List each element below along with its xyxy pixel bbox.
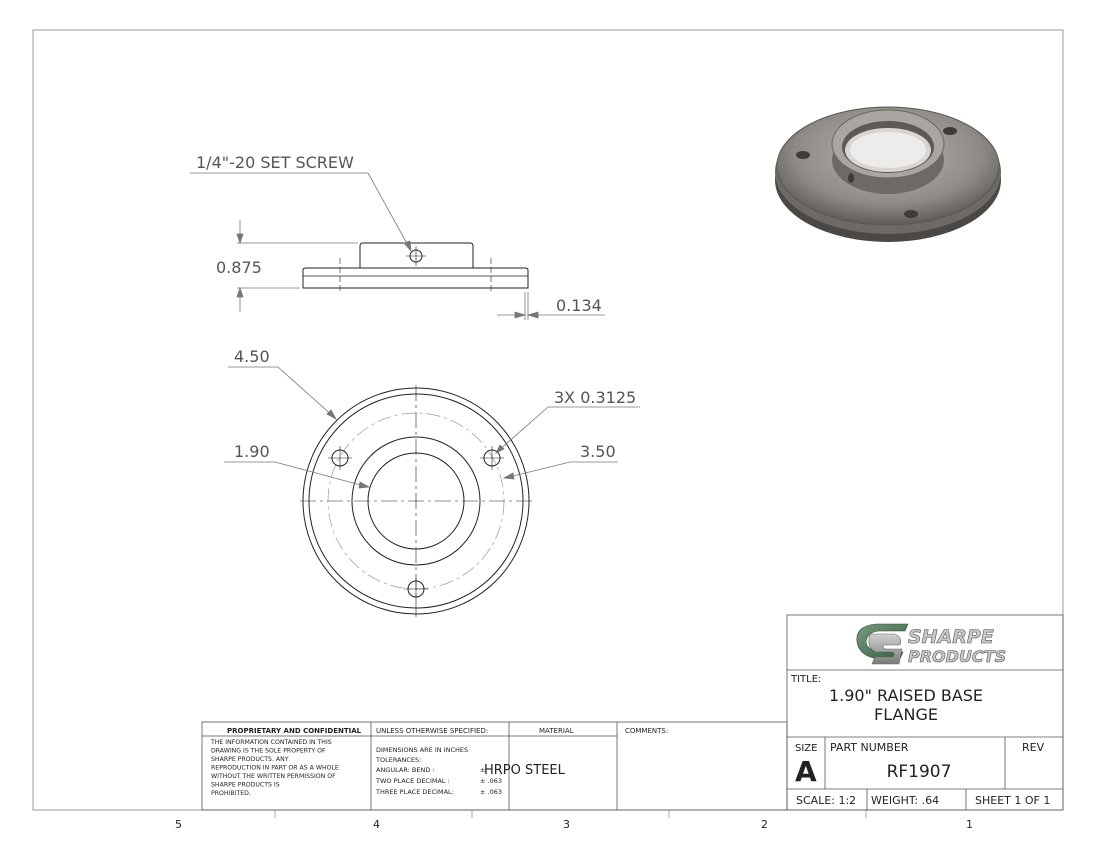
logo-line-2: PRODUCTS xyxy=(908,647,1007,666)
outer-diameter-dimension: 4.50 xyxy=(234,347,270,366)
bolt-hole xyxy=(404,577,428,601)
zone-label: 4 xyxy=(373,818,380,831)
proprietary-line: REPRODUCTION IN PART OR AS A WHOLE xyxy=(211,764,339,772)
title-line-1: 1.90" RAISED BASE xyxy=(828,686,984,705)
tolerance-line: DIMENSIONS ARE IN INCHES xyxy=(376,746,469,754)
title-line-2: FLANGE xyxy=(874,705,938,724)
zone-labels xyxy=(175,810,973,831)
part-number: RF1907 xyxy=(886,762,952,782)
unless-specified-title: UNLESS OTHERWISE SPECIFIED: xyxy=(376,727,489,735)
proprietary-line: WITHOUT THE WRITTEN PERMISSION OF xyxy=(211,773,336,780)
zone-label: 3 xyxy=(563,818,570,831)
side-view-dimensions xyxy=(190,173,605,320)
top-view xyxy=(300,385,532,617)
company-logo xyxy=(857,624,1006,666)
rev-label: REV xyxy=(1022,741,1045,754)
zone-label: 5 xyxy=(175,818,182,831)
sheet-text: SHEET 1 OF 1 xyxy=(975,794,1051,807)
top-view-dimensions xyxy=(224,367,640,488)
proprietary-line: DRAWING IS THE SOLE PROPERTY OF xyxy=(211,747,326,755)
thickness-dimension: 0.134 xyxy=(556,296,602,315)
size-label: SIZE xyxy=(795,743,818,754)
isometric-view xyxy=(775,107,1001,242)
inner-diameter-dimension: 1.90 xyxy=(234,442,270,461)
tolerance-text xyxy=(375,746,502,796)
tolerance-value: ± .063 xyxy=(480,777,502,785)
scale-text: SCALE: 1:2 xyxy=(796,794,857,807)
bolt-hole xyxy=(328,446,352,470)
tolerance-line: TWO PLACE DECIMAL : xyxy=(376,777,450,785)
tolerance-line: TOLERANCES: xyxy=(376,756,422,764)
weight-text: WEIGHT: .64 xyxy=(871,794,940,807)
zone-label: 1 xyxy=(966,818,973,831)
tolerance-line: THREE PLACE DECIMAL: xyxy=(376,788,454,796)
hole-note-dimension: 3X 0.3125 xyxy=(554,388,637,407)
proprietary-line: SHARPE PRODUCTS IS xyxy=(211,781,280,789)
size-value: A xyxy=(795,755,817,788)
side-view xyxy=(303,243,528,294)
set-screw-callout: 1/4"-20 SET SCREW xyxy=(196,153,354,172)
proprietary-line: SHARPE PRODUCTS. ANY xyxy=(211,756,289,763)
logo-line-1: SHARPE xyxy=(908,626,994,648)
height-dimension: 0.875 xyxy=(216,258,262,277)
tolerance-value: ± xyxy=(480,766,486,774)
comments-title: COMMENTS: xyxy=(625,727,669,735)
proprietary-title: PROPRIETARY AND CONFIDENTIAL xyxy=(227,727,362,735)
material-value: HRPO STEEL xyxy=(484,763,565,778)
proprietary-text xyxy=(210,739,339,797)
tolerance-value: ± .063 xyxy=(480,788,502,796)
title-label: TITLE: xyxy=(791,674,822,685)
tolerance-line: ANGULAR: BEND : xyxy=(376,766,435,774)
part-number-label: PART NUMBER xyxy=(830,741,909,754)
proprietary-line: THE INFORMATION CONTAINED IN THIS xyxy=(211,739,332,746)
proprietary-line: PROHIBITED. xyxy=(211,790,251,797)
material-title: MATERIAL xyxy=(539,727,574,735)
bolt-circle-dimension: 3.50 xyxy=(580,442,616,461)
zone-label: 2 xyxy=(761,818,768,831)
